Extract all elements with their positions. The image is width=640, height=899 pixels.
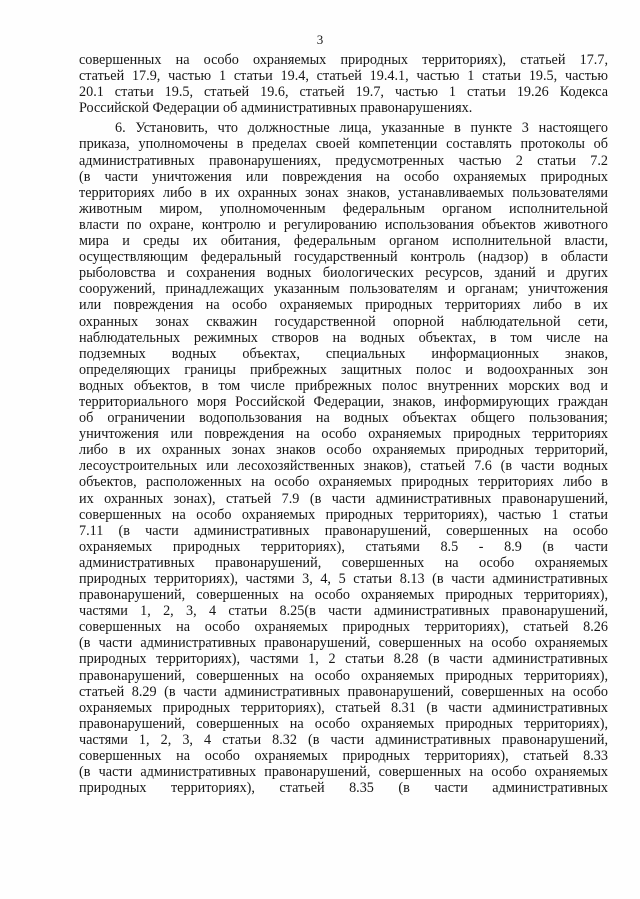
text-line: животным миром, уполномоченным федеральным органом исполнительной bbox=[79, 200, 608, 217]
text-line: охранных зонах скважин государственной опорной наблюдательной сети, bbox=[79, 313, 608, 330]
text-line: определяющих границы прибрежных защитных полос и водоохранных зон bbox=[79, 361, 608, 378]
text-line: совершенных на особо охраняемых природных территориях), статьей 8.33 bbox=[79, 748, 608, 765]
text-line: статьей 8.29 (в части административных правонарушений, совершенных на особо bbox=[79, 683, 608, 700]
text-line: территориях либо в их охранных зонах знаков, устанавливаемых пользователями bbox=[79, 184, 608, 201]
text-line: или повреждения на особо охраняемых природных территориях либо в их bbox=[79, 297, 608, 314]
text-line: приказа, уполномочены в пределах своей компетенции составлять протоколы об bbox=[79, 136, 608, 153]
text-line: сооружений, принадлежащих указанным пользователям и органам; уничтожения bbox=[79, 281, 608, 298]
paragraph-item-6 bbox=[79, 120, 608, 796]
text-line: осуществляющим федеральный государственный контроль (надзор) в области bbox=[79, 249, 608, 266]
text-line: охраняемых природных территориях), статьей 8.31 (в части административных bbox=[79, 699, 608, 716]
text-line: наблюдательных режимных створов на водных объектах, в том числе на bbox=[79, 329, 608, 346]
text-line: территориального моря Российской Федерации, знаков, информирующих граждан bbox=[79, 393, 608, 410]
text-line: 7.11 (в части административных правонарушений, совершенных на особо bbox=[79, 522, 608, 539]
text-line: совершенных на особо охраняемых природных территориях), статьей 17.7, bbox=[79, 52, 608, 68]
text-line: подземных водных объектах, специальных информационных знаков, bbox=[79, 345, 608, 362]
text-line: уничтожения или повреждения на особо охраняемых природных территориях bbox=[79, 426, 608, 443]
text-line: правонарушений, совершенных на особо охраняемых природных территориях), bbox=[79, 587, 608, 604]
text-line: природных территориях), частями 1, 2 статьи 8.28 (в части административных bbox=[79, 651, 608, 668]
text-line: охраняемых природных территориях), статьями 8.5 - 8.9 (в части bbox=[79, 538, 608, 555]
text-line: природных территориях), статьей 8.35 (в части административных bbox=[79, 780, 608, 797]
text-line: частями 1, 2, 3, 4 статьи 8.32 (в части административных правонарушений, bbox=[79, 731, 608, 748]
text-line: Российской Федерации об административных правонарушениях. bbox=[79, 100, 473, 117]
text-line: (в части административных правонарушений, совершенных на особо охраняемых bbox=[79, 764, 608, 781]
text-line: власти по охране, контролю и регулированию использования объектов животного bbox=[79, 216, 608, 233]
text-line: мира и среды их обитания, федеральным органом исполнительной власти, bbox=[79, 233, 608, 250]
text-line: лесоустроительных или лесохозяйственных знаков), статьей 7.6 (в части водных bbox=[79, 458, 608, 475]
text-line: рыболовства и сохранения водных биологических ресурсов, зданий и других bbox=[79, 265, 608, 282]
text-line: частями 1, 2, 3, 4 статьи 8.25(в части административных правонарушений, bbox=[79, 603, 608, 620]
text-line: административных правонарушениях, предусмотренных частью 2 статьи 7.2 bbox=[79, 152, 608, 169]
text-line: статьей 17.9, частью 1 статьи 19.4, статьей 19.4.1, частью 1 статьи 19.5, частью bbox=[79, 68, 608, 85]
paragraph-continuation bbox=[79, 52, 608, 116]
text-line: об ограничении водопользования на водных объектах общего пользования; bbox=[79, 410, 608, 427]
document-body bbox=[79, 52, 608, 796]
text-line: водных объектов, в том числе прибрежных полос внутренних морских вод и bbox=[79, 377, 608, 394]
text-line: 20.1 статьи 19.5, статьей 19.6, статьей 19.7, частью 1 статьи 19.26 Кодекса bbox=[79, 84, 608, 101]
text-line: правонарушений, совершенных на особо охраняемых природных территориях), bbox=[79, 667, 608, 684]
text-line: либо в их охранных зонах знаков особо охраняемых природных территорий, bbox=[79, 442, 608, 459]
page-number: 3 bbox=[316, 32, 324, 47]
text-line: административных правонарушений, совершенных на особо охраняемых bbox=[79, 554, 608, 571]
text-line: совершенных на особо охраняемых природных территориях), частью 1 статьи bbox=[79, 506, 608, 523]
text-line: (в части уничтожения или повреждения на особо охраняемых природных bbox=[79, 168, 608, 185]
text-line: совершенных на особо охраняемых природных территориях), статьей 8.26 bbox=[79, 619, 608, 636]
text-line: их охранных зонах), статьей 7.9 (в части административных правонарушений, bbox=[79, 490, 608, 507]
text-line: природных территориях), частями 3, 4, 5 статьи 8.13 (в части административных bbox=[79, 571, 608, 587]
text-line: 6. Установить, что должностные лица, указанные в пункте 3 настоящего bbox=[115, 120, 608, 137]
text-line: правонарушений, совершенных на особо охраняемых природных территориях), bbox=[79, 715, 608, 732]
text-line: объектов, расположенных на особо охраняемых природных территориях либо в bbox=[79, 474, 608, 491]
text-line: (в части административных правонарушений, совершенных на особо охраняемых bbox=[79, 635, 608, 652]
